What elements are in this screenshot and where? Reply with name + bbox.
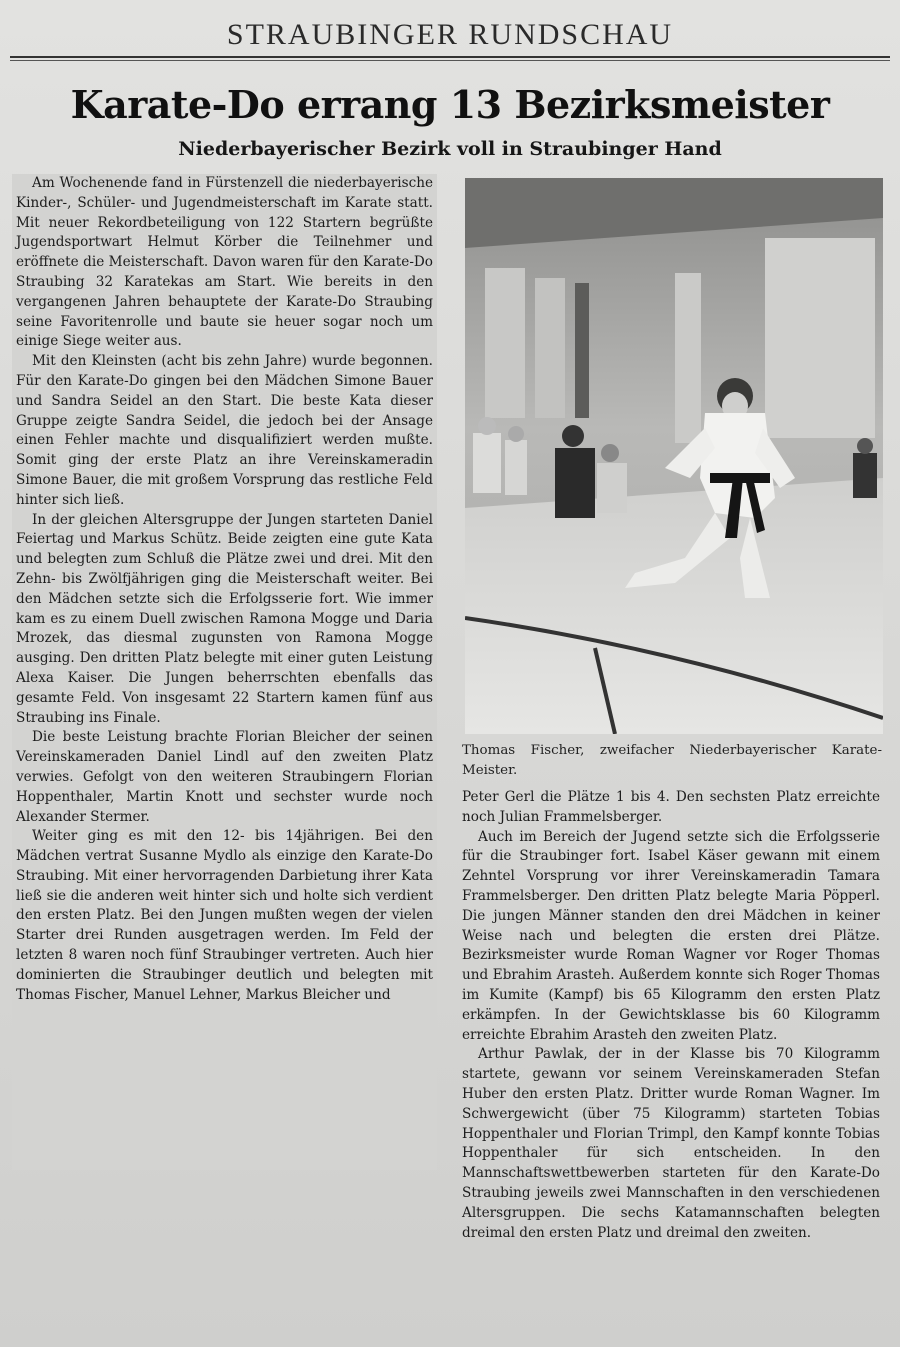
window-panel [675,273,701,443]
article-paragraph: In der gleichen Altersgruppe der Jungen starteten Daniel Feiertag und Markus Schütz. Beide zeigten eine gute Kata und belegten zum Schluß die Plätze zwei und drei. Mit den Zehn- bis Zwölfjährigen ging die Meisterschaft weiter. Bei den Mädchen setzte sich die Erfolgsserie fort. Wie immer kam es zu einem Duell zwischen Ramona Mogge und Daria Mrozek, das diesmal zugunsten von Ramona Mogge ausging. Den dritten Platz belegte mit einer guten Leistung Alexa Kaiser. Die Jungen beherrschten ebenfalls das gesamte Feld. Von insgesamt 22 Startern kamen fünf aus Straubing ins Finale. [16,511,433,726]
window-panel [485,268,525,418]
gym-floor [465,478,883,734]
article-subheadline: Niederbayerischer Bezirk voll in Straubinger Hand [178,138,722,160]
newspaper-masthead: STRAUBINGER RUNDSCHAU [226,18,674,51]
article-paragraph: Mit den Kleinsten (acht bis zehn Jahre) wurde begonnen. Für den Karate-Do gingen bei den Mädchen Simone Bauer und Sandra Seidel an den Start. Die beste Kata dieser Gruppe zeigte Sandra Seidel, die jedoch bei der Ansage einen Fehler machte und disqualifiziert werden mußte. Somit ging der erste Platz an ihre Vereinskameradin Simone Bauer, die mit großem Vorsprung das restliche Feld hinter sich ließ. [16,353,433,508]
article-column-left [12,174,437,1170]
article-paragraph: Weiter ging es mit den 12- bis 14jährigen. Bei den Mädchen vertrat Susanne Mydlo als einzige den Karate-Do Straubing. Mit einer hervorragenden Darbietung ihrer Kata ließ sie die anderen weit hinter sich und holte sich verdient den ersten Platz. Bei den Jungen mußten wegen der vielen Starter drei Runden ausgetragen werden. Im Feld der letzten 8 waren noch fünf Straubinger vertreten. Auch hier dominierten die Straubinger deutlich und belegten mit Thomas Fischer, Manuel Lehner, Markus Bleicher und [16,828,433,1003]
article-paragraph: Die beste Leistung brachte Florian Bleicher der seinen Vereinskameraden Daniel Lindl auf den zweiten Platz verwies. Gefolgt von den weiteren Straubingern Florian Hoppenthaler, Martin Knott und sechster wurde noch Alexander Stermer. [16,729,433,825]
article-column-right [460,788,882,1333]
article-paragraph: Auch im Bereich der Jugend setzte sich die Erfolgsserie für die Straubinger fort. Isabel Käser gewann mit einem Zehntel Vorsprung vor ihrer Vereinskameradin Tamara Frammelsberger. Den dritten Platz belegte Maria Pöpperl. Die jungen Männer standen den drei Mädchen in keiner Weise nach und belegten die ersten drei Plätze. Bezirksmeister wurde Roman Wagner vor Roger Thomas und Ebrahim Arasteh. Außerdem konnte sich Roger Thomas im Kumite (Kampf) bis 65 Kilogramm den ersten Platz erkämpfen. In der Gewichtsklasse bis 60 Kilogramm erreichte Ebrahim Arasteh den zweiten Platz. [462,828,880,1043]
wall-panel [765,238,875,438]
article-headline: Karate-Do errang 13 Bezirksmeister [70,82,830,127]
window-panel [535,278,565,418]
masthead-rule [10,56,890,61]
article-paragraph: Am Wochenende fand in Fürstenzell die niederbayerische Kinder-, Schüler- und Jugendmeisterschaft im Karate statt. Mit neuer Rekordbeteiligung von 122 Startern begrüßte Jugendsportwart Helmut Körber die Teilnehmer und eröffnete die Meisterschaft. Davon waren für den Karate-Do Straubing 32 Karatekas am Start. Wie bereits in den vergangenen Jahren behauptete der Karate-Do Straubing seine Favoritenrolle und baute sie heuer sogar noch um einige Siege weiter aus. [16,175,433,350]
pillar [575,283,589,418]
karate-photo [465,178,883,734]
photo-caption: Thomas Fischer, zweifacher Niederbayerischer Karate-Meister. [462,743,882,778]
article-paragraph: Arthur Pawlak, der in der Klasse bis 70 Kilogramm startete, gewann vor seinem Vereinskameraden Stefan Huber den ersten Platz. Dritter wurde Roman Wagner. Im Schwergewicht (über 75 Kilogramm) starteten Tobias Hoppenthaler und Florian Trimpl, den Kampf konnte Tobias Hoppenthaler für sich entscheiden. In den Mannschaftswettbewerben starteten für den Karate-Do Straubing jeweils zwei Mannschaften in den verschiedenen Altersgruppen. Die sechs Katamannschaften belegten dreimal den ersten Platz und dreimal den zweiten. [462,1046,880,1241]
karate-photo-illustration [465,178,883,734]
article-paragraph: Peter Gerl die Plätze 1 bis 4. Den sechsten Platz erreichte noch Julian Frammelsberger. [462,789,880,825]
